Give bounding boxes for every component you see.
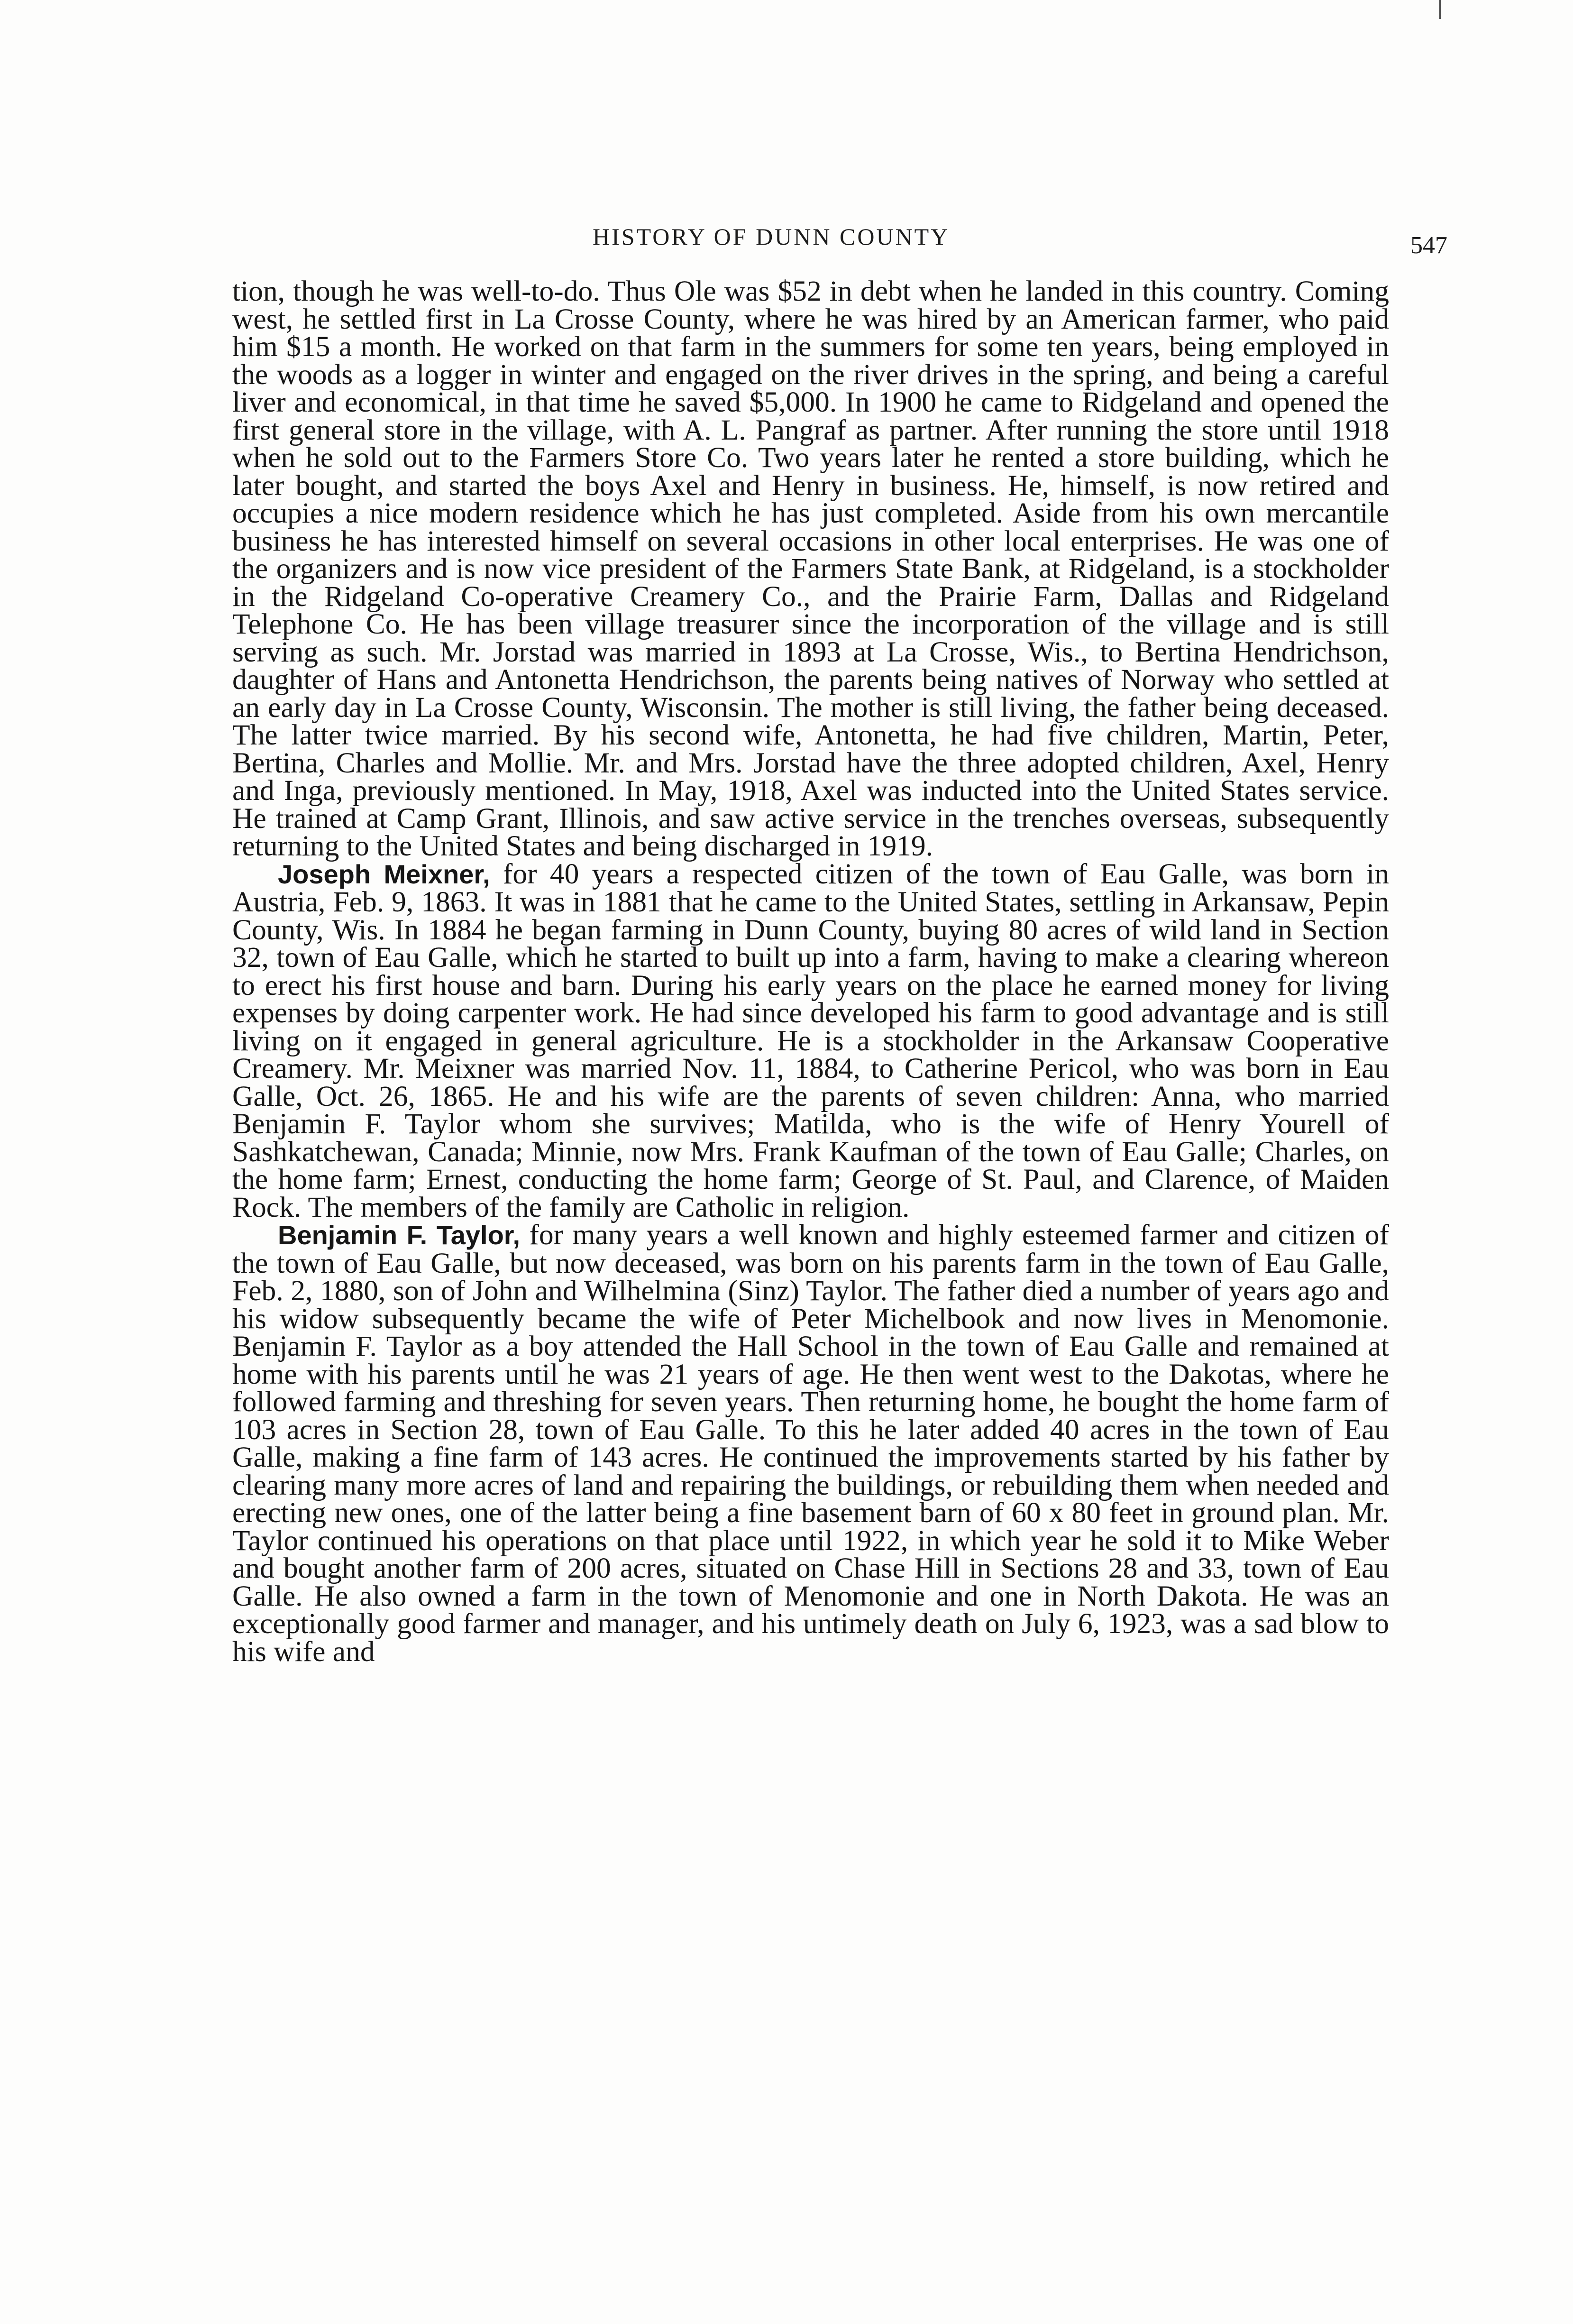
paragraph-text: tion, though he was well-to-do. Thus Ole was $52 in debt when he landed in this country. Coming west, he settled first in La Crosse County, where he was hired by an American farmer, who paid him $15 a month. He worked on that farm in the summers for some ten years, being employed in the woods as a logger in winter and engaged on the river drives in the spring, and being a careful liver and economical, in that time he saved $5,000. In 1900 he came to Ridgeland and opened the first general store in the village, with A. L. Pangraf as partner. After running the store until 1918 when he sold out to the Farmers Store Co. Two years later he rented a store building, which he later bought, and started the boys Axel and Henry in business. He, himself, is now retired and occupies a nice modern residence which he has just completed. Aside from his own mercantile business he has interested himself on several occasions in other local enterprises. He was one of the organizers and is now vice president of the Farmers State Bank, at Ridgeland, is a stockholder in the Ridgeland Co-operative Creamery Co., and the Prairie Farm, Dallas and Ridgeland Telephone Co. He has been village treasurer since the incorporation of the village and is still serving as such. Mr. Jorstad was married in 1893 at La Crosse, Wis., to Bertina Hendrichson, daughter of Hans and Antonetta Hendrichson, the parents being natives of Norway who settled at an early day in La Crosse County, Wisconsin. The mother is still living, the father being deceased. The latter twice married. By his second wife, Antonetta, he had five children, Martin, Peter, Bertina, Charles and Mollie. Mr. and Mrs. Jorstad have the three adopted children, Axel, Henry and Inga, previously mentioned. In May, 1918, Axel was inducted into the United States service. He trained at Camp Grant, Illinois, and saw active service in the trenches overseas, subsequently returning to the United States and being discharged in 1919. [232, 275, 1389, 862]
paragraph-text: for 40 years a respected citizen of the town of Eau Galle, was born in Austria, Feb. 9, 1863. It was in 1881 that he came to the United States, settling in Arkansaw, Pepin County, Wis. In 1884 he began farming in Dunn County, buying 80 acres of wild land in Section 32, town of Eau Galle, which he started to built up into a farm, having to make a clearing whereon to erect his first house and barn. During his early years on the place he earned money for living expenses by doing carpenter work. He had since developed his farm to good advantage and is still living on it engaged in general agriculture. He is a stockholder in the Arkansaw Cooperative Creamery. Mr. Meixner was married Nov. 11, 1884, to Catherine Pericol, who was born in Eau Galle, Oct. 26, 1865. He and his wife are the parents of seven children: Anna, who married Benjamin F. Taylor whom she survives; Matilda, who is the wife of Henry Yourell of Sashkatchewan, Canada; Minnie, now Mrs. Frank Kaufman of the town of Eau Galle; Charles, on the home farm; Ernest, conducting the home farm; George of St. Paul, and Clarence, of Maiden Rock. The members of the family are Catholic in religion. [232, 857, 1389, 1223]
paragraph-continued [232, 277, 1389, 860]
entry-name: Joseph Meixner, [278, 859, 490, 889]
running-head: HISTORY OF DUNN COUNTY [593, 223, 950, 250]
entry-name: Benjamin F. Taylor, [278, 1220, 521, 1250]
paragraph-joseph-meixner [232, 857, 1389, 1223]
paragraph-benjamin-taylor [232, 1219, 1389, 1668]
margin-mark [1439, 0, 1441, 19]
page-number: 547 [1410, 232, 1447, 259]
body-text [232, 275, 1389, 1668]
paragraph-text: for many years a well known and highly esteemed farmer and citizen of the town of Eau Galle, but now deceased, was born on his parents farm in the town of Eau Galle, Feb. 2, 1880, son of John and Wilhelmina (Sinz) Taylor. The father died a number of years ago and his widow subsequently became the wife of Peter Michelbook and now lives in Menomonie. Benjamin F. Taylor as a boy attended the Hall School in the town of Eau Galle and remained at home with his parents until he was 21 years of age. He then went west to the Dakotas, where he followed farming and threshing for seven years. Then returning home, he bought the home farm of 103 acres in Section 28, town of Eau Galle. To this he later added 40 acres in the town of Eau Galle, making a fine farm of 143 acres. He continued the improvements started by his father by clearing many more acres of land and repairing the buildings, or rebuilding them when needed and erecting new ones, one of the latter being a fine basement barn of 60 x 80 feet in ground plan. Mr. Taylor continued his operations on that place until 1922, in which year he sold it to Mike Weber and bought another farm of 200 acres, situated on Chase Hill in Sections 28 and 33, town of Eau Galle. He also owned a farm in the town of Menomonie and one in North Dakota. He was an exceptionally good farmer and manager, and his untimely death on July 6, 1923, was a sad blow to his wife and [232, 1219, 1389, 1668]
